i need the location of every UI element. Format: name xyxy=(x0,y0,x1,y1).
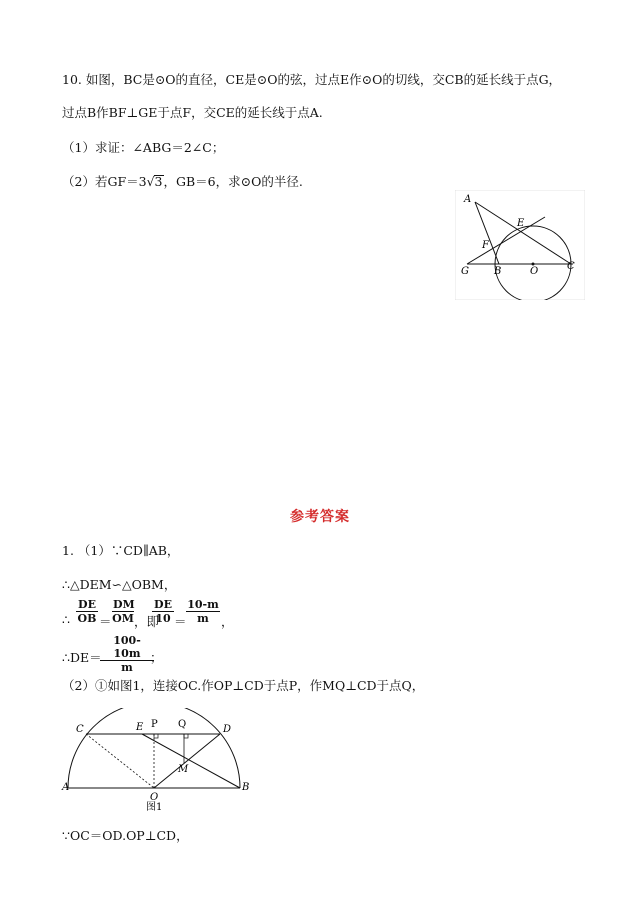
eq2: ＝ xyxy=(174,614,187,629)
frac1-num: DE xyxy=(76,598,98,612)
fig1-label-p: P xyxy=(151,719,158,730)
label-g: G xyxy=(461,266,469,277)
fig1-label-c: C xyxy=(76,724,84,735)
figure1 xyxy=(60,708,260,812)
right-angle-q xyxy=(184,734,188,738)
frac3-den: 10 xyxy=(155,612,171,625)
frac3-num: DE xyxy=(152,598,174,612)
line-ab xyxy=(475,202,499,264)
answer-line1: 1. （1）∵CD∥AB， xyxy=(62,543,180,558)
answer-title: 参考答案 xyxy=(290,509,350,525)
frac5-num: 100-10m xyxy=(100,634,154,661)
frac-de-ob xyxy=(76,598,98,626)
answer-line2: ∴△DEM∽△OBM， xyxy=(62,577,177,592)
problem10-part1: （1）求证：∠ABG＝2∠C； xyxy=(62,140,225,155)
line-eb xyxy=(142,734,240,788)
fig1-label-m: M xyxy=(178,764,189,775)
frac2-den: OM xyxy=(112,612,134,625)
frac-dm-om xyxy=(112,598,134,626)
fig1-label-e: E xyxy=(136,722,144,733)
answer-line4-post: ； xyxy=(150,650,163,665)
frac5-den: m xyxy=(121,661,133,674)
frac4-den: m xyxy=(197,612,209,625)
fig1-label-b: B xyxy=(242,782,250,793)
label-c: C xyxy=(567,261,575,272)
label-b: B xyxy=(494,266,502,277)
problem10-line1: 10. 如图，BC是⊙O的直径，CE是⊙O的弦，过点E作⊙O的切线，交CB的延长线于点G， xyxy=(62,72,562,87)
right-angle-p xyxy=(154,734,158,738)
answer-therefore1: ∴ xyxy=(62,612,70,627)
answer-line5: （2）①如图1，连接OC.作OP⊥CD于点P，作MQ⊥CD于点Q， xyxy=(62,678,425,693)
fig1-label-q: Q xyxy=(178,719,187,730)
frac1-den: OB xyxy=(77,612,97,625)
dot1: ， xyxy=(221,614,234,629)
answer-line4-pre: ∴DE＝ xyxy=(62,650,102,665)
tangent-ge xyxy=(467,217,545,264)
sqrt-sign: √ xyxy=(146,174,155,189)
sep: ，即 xyxy=(134,614,160,629)
fig1-label-d: D xyxy=(223,724,232,735)
label-e: E xyxy=(517,218,525,229)
fig1-caption: 图1 xyxy=(146,802,163,812)
part2-post: ，GB＝6，求⊙O的半径. xyxy=(163,174,303,189)
fig1-label-a: A xyxy=(62,782,70,793)
frac2-num: DM xyxy=(113,598,135,611)
problem10-line2: 过点B作BF⊥GE于点F，交CE的延长线于点A. xyxy=(62,105,323,120)
label-o: O xyxy=(530,266,539,277)
fig1-label-o: O xyxy=(150,792,159,803)
line-oc xyxy=(86,734,154,788)
line-ac xyxy=(475,202,571,264)
frac-10m-m xyxy=(186,598,220,626)
label-a: A xyxy=(464,194,472,205)
eq1: ＝ xyxy=(99,614,112,629)
part2-pre: （2）若GF＝3 xyxy=(62,174,147,189)
line-do xyxy=(154,734,220,788)
problem10-part2 xyxy=(62,172,303,190)
problem10-figure xyxy=(455,190,585,300)
frac-100-10m xyxy=(100,634,154,675)
frac-de-10 xyxy=(152,598,174,626)
label-f: F xyxy=(482,240,489,251)
answer-line6: ∵OC＝OD.OP⊥CD， xyxy=(62,828,189,843)
part2-sqrt: 3 xyxy=(154,174,163,189)
frac4-num: 10-m xyxy=(187,598,219,611)
